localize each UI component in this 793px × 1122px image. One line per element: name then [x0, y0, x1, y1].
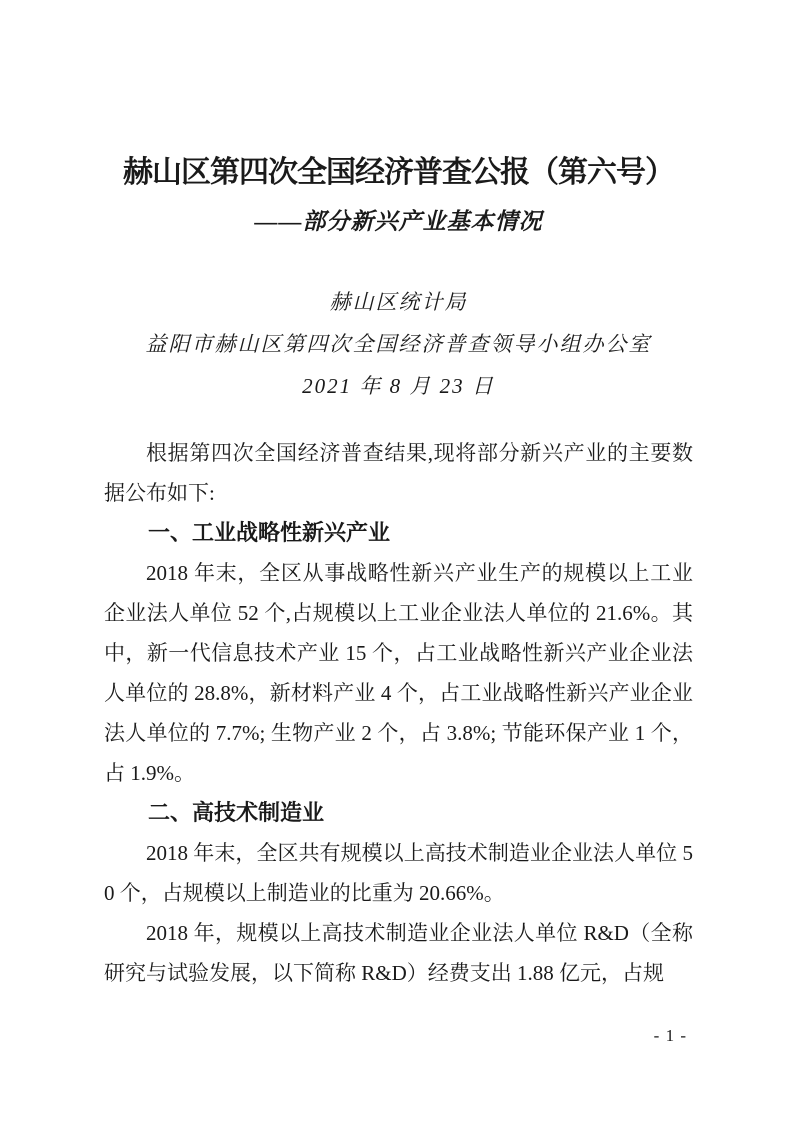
- section-2-paragraph-2: 2018 年，规模以上高技术制造业企业法人单位 R&D（全称研究与试验发展，以下简称 R&D）经费支出 1.88 亿元，占规: [104, 921, 693, 985]
- byline-block: [104, 281, 693, 407]
- page-number: - 1 -: [653, 1026, 687, 1045]
- publish-date: 2021 年 8 月 23 日: [302, 374, 495, 398]
- document-subtitle: ——部分新兴产业基本情况: [254, 209, 543, 234]
- issuing-agency-secondary: 益阳市赫山区第四次全国经济普查领导小组办公室: [145, 332, 652, 356]
- document-title: 赫山区第四次全国经济普查公报（第六号）: [123, 156, 674, 189]
- intro-paragraph: 根据第四次全国经济普查结果,现将部分新兴产业的主要数据公布如下:: [104, 441, 693, 505]
- section-1-heading: 一、工业战略性新兴产业: [148, 520, 391, 545]
- issuing-agency-primary: 赫山区统计局: [329, 290, 468, 314]
- section-1-paragraph-1: 2018 年末，全区从事战略性新兴产业生产的规模以上工业企业法人单位 52 个,占规模以上工业企业法人单位的 21.6%。其中，新一代信息技术产业 15 个，占工业战略性新兴产业企业法人单位的 28.8%，新材料产业 4 个，占工业战略性新兴产业企业法人单位的 7.7%; 生物产业 2 个，占 3.8%; 节能环保产业 1 个，占 1.9%。: [104, 561, 693, 785]
- section-2-heading: 二、高技术制造业: [148, 800, 325, 825]
- document-body: [104, 433, 693, 993]
- section-2-paragraph-1: 2018 年末，全区共有规模以上高技术制造业企业法人单位 50 个，占规模以上制造业的比重为 20.66%。: [104, 841, 693, 905]
